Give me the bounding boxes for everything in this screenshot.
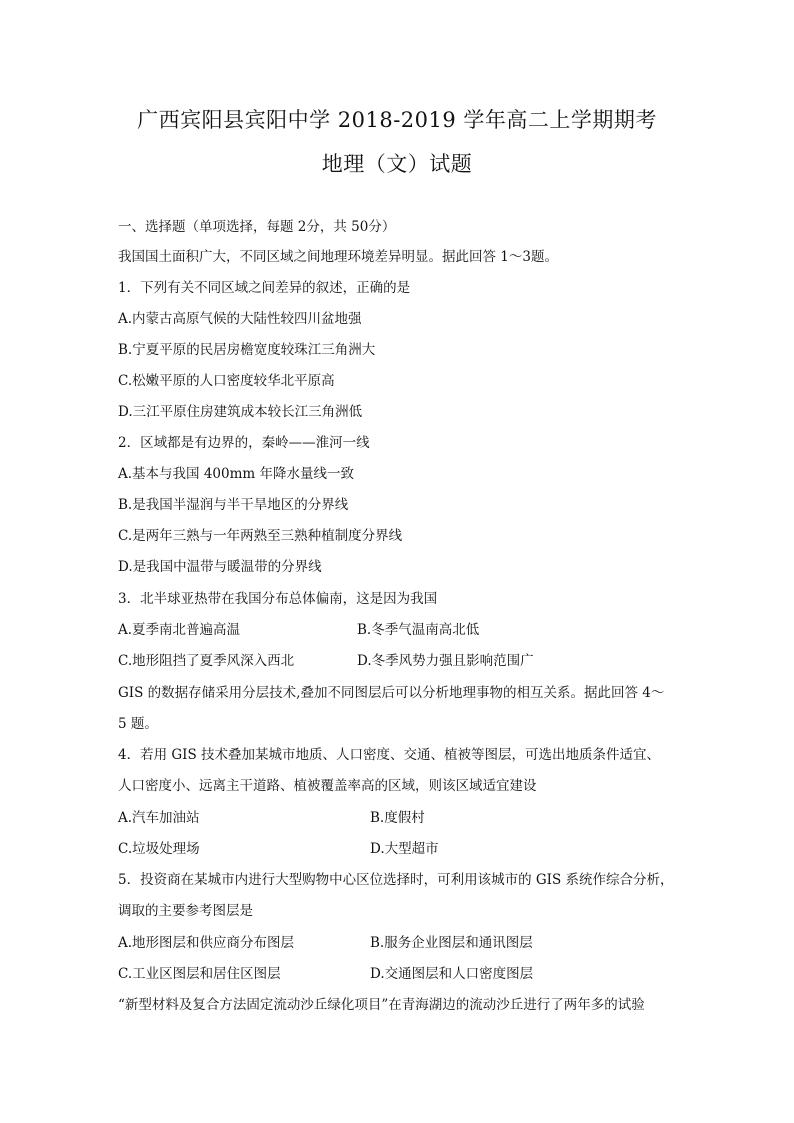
q5-option-b: B.服务企业图层和通讯图层 bbox=[370, 935, 533, 951]
intro-q1-3: 我国国土面积广大，不同区域之间地理环境差异明显。据此回答 1～3题。 bbox=[118, 249, 558, 265]
q2-stem: 2．区域都是有边界的，秦岭——淮河一线 bbox=[118, 435, 370, 451]
q4-option-d: D.大型超市 bbox=[370, 841, 439, 857]
q2-option-b: B.是我国半湿润与半干旱地区的分界线 bbox=[118, 497, 349, 513]
q3-options-row-2 bbox=[118, 651, 684, 671]
q3-option-c: C.地形阻挡了夏季风深入西北 bbox=[118, 653, 295, 669]
q2-option-a: A.基本与我国 400mm 年降水量线一致 bbox=[118, 466, 354, 482]
q1-option-a: A.内蒙古高原气候的大陆性较四川盆地强 bbox=[118, 311, 362, 327]
q3-option-a: A.夏季南北普遍高温 bbox=[118, 622, 241, 638]
q3-stem: 3．北半球亚热带在我国分布总体偏南，这是因为我国 bbox=[118, 591, 438, 607]
q2-option-c: C.是两年三熟与一年两熟至三熟种植制度分界线 bbox=[118, 528, 403, 544]
q5-options-row-2 bbox=[118, 964, 684, 984]
section-heading: 一、选择题（单项选择，每题 2分，共 50分） bbox=[118, 219, 396, 235]
q4-options-row-2 bbox=[118, 839, 684, 859]
q2-option-d: D.是我国中温带与暖温带的分界线 bbox=[118, 559, 322, 575]
exam-subtitle: 地理（文）试题 bbox=[321, 152, 473, 176]
q5-options-row-1 bbox=[118, 933, 684, 953]
intro-q4-5-line2: 5 题。 bbox=[118, 716, 158, 732]
q5-option-d: D.交通图层和人口密度图层 bbox=[370, 966, 534, 982]
q4-options-row-1 bbox=[118, 808, 684, 828]
q5-option-a: A.地形图层和供应商分布图层 bbox=[118, 935, 295, 951]
intro-q4-5-line1: GIS 的数据存储采用分层技术,叠加不同图层后可以分析地理事物的相互关系。据此回答 4～ bbox=[118, 685, 665, 701]
q4-option-c: C.垃圾处理场 bbox=[118, 841, 200, 857]
q1-option-b: B.宁夏平原的民居房檐宽度较珠江三角洲大 bbox=[118, 342, 376, 358]
q4-option-a: A.汽车加油站 bbox=[118, 810, 200, 826]
q5-option-c: C.工业区图层和居住区图层 bbox=[118, 966, 281, 982]
q4-stem-line1: 4．若用 GIS 技术叠加某城市地质、人口密度、交通、植被等图层，可选出地质条件适宜、 bbox=[118, 747, 661, 763]
q1-option-c: C.松嫩平原的人口密度较华北平原高 bbox=[118, 373, 335, 389]
q1-option-d: D.三江平原住房建筑成本较长江三角洲低 bbox=[118, 404, 363, 420]
q3-options-row-1 bbox=[118, 620, 684, 640]
q1-stem: 1．下列有关不同区域之间差异的叙述，正确的是 bbox=[118, 280, 411, 296]
q4-option-b: B.度假村 bbox=[370, 810, 425, 826]
q5-stem-line2: 调取的主要参考图层是 bbox=[118, 903, 253, 919]
exam-title: 广西宾阳县宾阳中学 2018-2019 学年高二上学期期考 bbox=[137, 108, 657, 132]
q3-option-d: D.冬季风势力强且影响范围广 bbox=[357, 653, 534, 669]
trailing-passage-line: “新型材料及复合方法固定流动沙丘绿化项目”在青海湖边的流动沙丘进行了两年多的试验 bbox=[118, 997, 645, 1013]
q5-stem-line1: 5．投资商在某城市内进行大型购物中心区位选择时，可利用该城市的 GIS 系统作综合分析， bbox=[118, 872, 674, 888]
q3-option-b: B.冬季气温南高北低 bbox=[357, 622, 480, 638]
q4-stem-line2: 人口密度小、远离主干道路、植被覆盖率高的区域，则该区域适宜建设 bbox=[118, 778, 537, 794]
